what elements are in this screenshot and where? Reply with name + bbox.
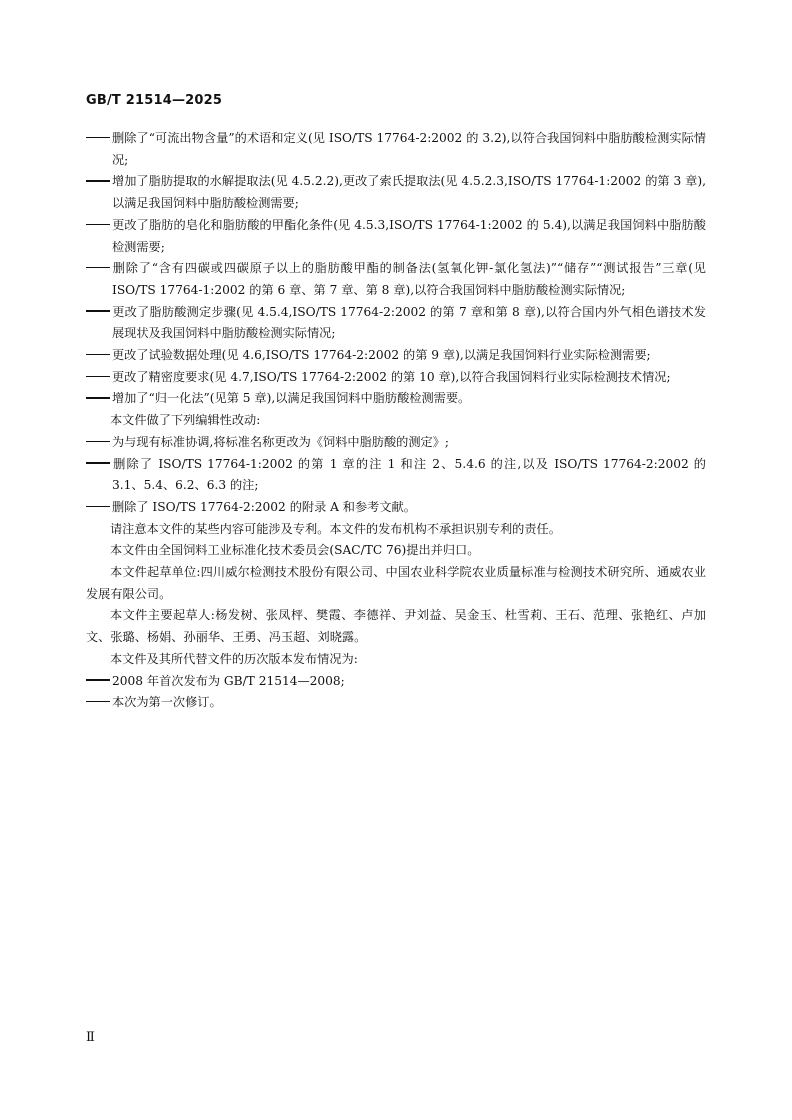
editorial-change-item xyxy=(86,497,706,519)
proposer-statement: 本文件由全国饲料工业标准化技术委员会(SAC/TC 76)提出并归口。 xyxy=(110,543,480,558)
foreword-body xyxy=(86,128,706,714)
dash-mark xyxy=(86,345,112,367)
page-number: Ⅱ xyxy=(86,1030,95,1045)
technical-change-item xyxy=(86,367,706,389)
history-text: 2008 年首次发布为 GB/T 21514—2008; xyxy=(112,673,345,688)
technical-change-item xyxy=(86,302,706,345)
history-item xyxy=(86,692,706,714)
editorial-change-text: 删除了 ISO/TS 17764-2:2002 的附录 A 和参考文献。 xyxy=(112,499,416,514)
technical-change-text: 删除了“含有四碳或四碳原子以上的脂肪酸甲酯的制备法(氢氧化钾-氯化氢法)”“储存”“测试报告”三章(见 ISO/TS 17764-1:2002 的第 6 章、第 7 章、第 8 章),以符合我国饲料中脂肪酸检测实际情况; xyxy=(112,261,706,297)
dash-mark xyxy=(86,432,112,454)
technical-change-text: 更改了脂肪酸测定步骤(见 4.5.4,ISO/TS 17764-2:2002 的第 7 章和第 8 章),以符合国内外气相色谱技术发展现状及我国饲料中脂肪酸检测实际情况; xyxy=(112,304,706,341)
history-intro: 本文件及其所代替文件的历次版本发布情况为: xyxy=(110,651,358,666)
dash-mark xyxy=(86,215,112,237)
editorial-change-text: 删除了 ISO/TS 17764-1:2002 的第 1 章的注 1 和注 2、5.4.6 的注,以及 ISO/TS 17764-2:2002 的 3.1、5.4、6.2、6.3 的注; xyxy=(112,456,706,493)
editorial-intro: 本文件做了下列编辑性改动: xyxy=(110,413,261,428)
dash-mark xyxy=(86,671,112,693)
dash-mark xyxy=(86,388,112,410)
technical-change-text: 增加了“归一化法”(见第 5 章),以满足我国饲料中脂肪酸检测需要。 xyxy=(112,391,471,406)
editorial-change-text: 为与现有标准协调,将标准名称更改为《饲料中脂肪酸的测定》; xyxy=(112,434,450,449)
technical-change-item xyxy=(86,171,706,214)
dash-mark xyxy=(86,367,112,389)
dash-mark xyxy=(86,692,112,714)
history-text: 本次为第一次修订。 xyxy=(112,695,222,710)
dash-mark xyxy=(86,454,112,476)
dash-mark xyxy=(86,171,112,193)
drafters: 本文件主要起草人:杨发树、张凤枰、樊霞、李德祥、尹刘益、吴金玉、杜雪莉、王石、范理、张艳红、卢加文、张璐、杨娟、孙丽华、王勇、冯玉超、刘晓露。 xyxy=(86,608,706,645)
dash-mark xyxy=(86,302,112,324)
patent-notice: 请注意本文件的某些内容可能涉及专利。本文件的发布机构不承担识别专利的责任。 xyxy=(110,521,561,536)
technical-change-item xyxy=(86,388,706,410)
editorial-change-item xyxy=(86,432,706,454)
history-item xyxy=(86,671,706,693)
technical-change-text: 更改了脂肪的皂化和脂肪酸的甲酯化条件(见 4.5.3,ISO/TS 17764-1:2002 的 5.4),以满足我国饲料中脂肪酸检测需要; xyxy=(112,217,706,254)
technical-change-item xyxy=(86,128,706,171)
technical-change-text: 更改了试验数据处理(见 4.6,ISO/TS 17764-2:2002 的第 9 章),以满足我国饲料行业实际检测需要; xyxy=(112,348,651,363)
editorial-change-item xyxy=(86,454,706,497)
technical-change-text: 更改了精密度要求(见 4.7,ISO/TS 17764-2:2002 的第 10 章),以符合我国饲料行业实际检测技术情况; xyxy=(112,369,671,384)
standard-code: GB/T 21514—2025 xyxy=(86,93,223,108)
technical-change-item xyxy=(86,215,706,258)
technical-change-text: 删除了“可流出物含量”的术语和定义(见 ISO/TS 17764-2:2002 的 3.2),以符合我国饲料中脂肪酸检测实际情况; xyxy=(112,131,706,167)
technical-change-item xyxy=(86,258,706,301)
dash-mark xyxy=(86,258,112,280)
drafting-units: 本文件起草单位:四川威尔检测技术股份有限公司、中国农业科学院农业质量标准与检测技术研究所、通威农业发展有限公司。 xyxy=(86,565,706,601)
technical-change-item xyxy=(86,345,706,367)
dash-mark xyxy=(86,497,112,519)
technical-change-text: 增加了脂肪提取的水解提取法(见 4.5.2.2),更改了索氏提取法(见 4.5.2.3,ISO/TS 17764-1:2002 的第 3 章),以满足我国饲料中脂肪酸检测需要; xyxy=(112,174,706,211)
dash-mark xyxy=(86,128,112,150)
